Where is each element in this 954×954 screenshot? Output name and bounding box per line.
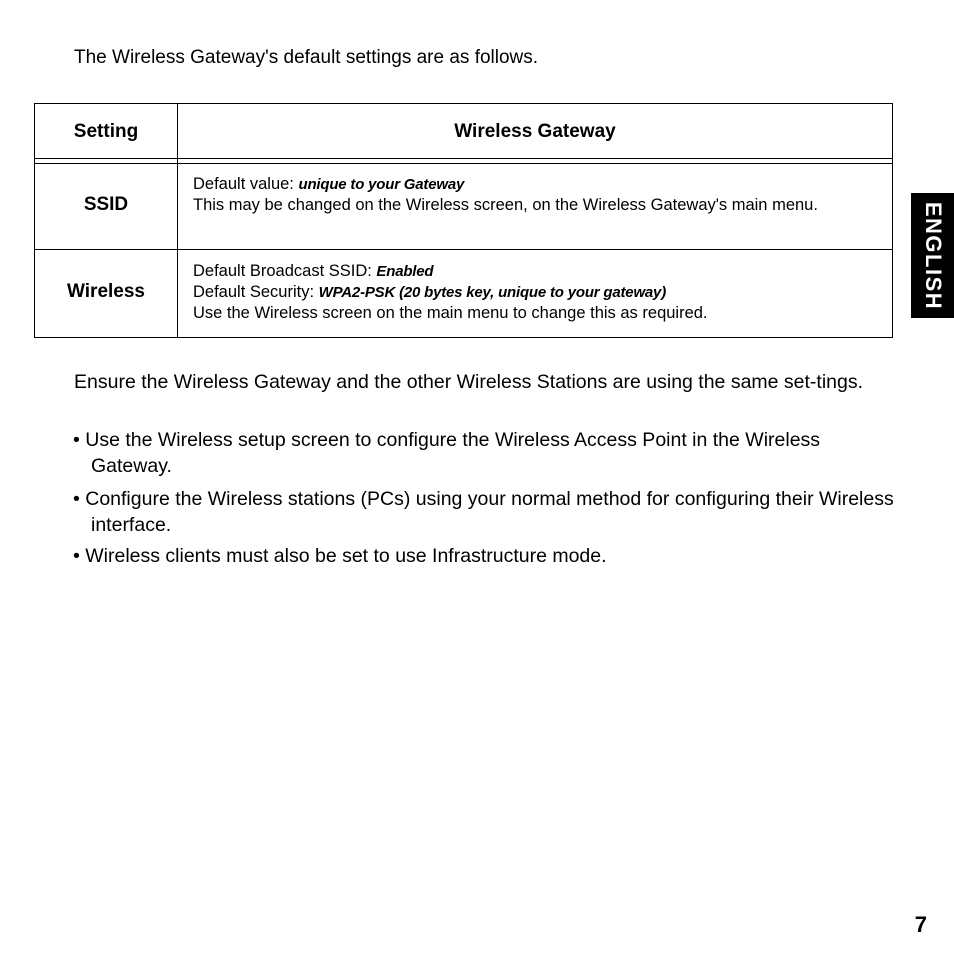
header-divider <box>35 158 892 159</box>
header-divider-double <box>35 163 892 164</box>
row-value-wireless <box>193 261 852 324</box>
bullet-item: • Wireless clients must also be set to use Infrastructure mode. <box>73 545 607 567</box>
header-wireless-gateway: Wireless Gateway <box>454 121 616 142</box>
ssid-default-value: Default value: unique to your Gateway <box>193 175 465 193</box>
page-number: 7 <box>914 912 927 937</box>
row-value-ssid <box>193 174 852 216</box>
language-tab-label: ENGLISH <box>920 201 946 310</box>
settings-table <box>34 103 893 338</box>
wireless-default-security: Default Security: WPA2-PSK (20 bytes key, unique to your gateway) <box>193 283 666 301</box>
body-paragraph: Ensure the Wireless Gateway and the other Wireless Stations are using the same set-tings. <box>74 371 864 393</box>
row-divider <box>35 249 892 250</box>
bullet-item: • Configure the Wireless stations (PCs) using your normal method for configuring their Wireless interface. <box>73 488 894 536</box>
row-setting-ssid: SSID <box>83 194 129 215</box>
wireless-note: Use the Wireless screen on the main menu to change this as required. <box>193 304 708 322</box>
header-setting: Setting <box>73 121 139 142</box>
wireless-broadcast-ssid: Default Broadcast SSID: Enabled <box>193 262 434 280</box>
intro-text: The Wireless Gateway's default settings are as follows. <box>74 47 539 68</box>
row-setting-wireless: Wireless <box>67 281 145 302</box>
language-tab <box>911 193 954 318</box>
ssid-note: This may be changed on the Wireless screen, on the Wireless Gateway's main menu. <box>193 196 818 214</box>
bullet-item: • Use the Wireless setup screen to configure the Wireless Access Point in the Wireless Gateway. <box>73 429 821 477</box>
